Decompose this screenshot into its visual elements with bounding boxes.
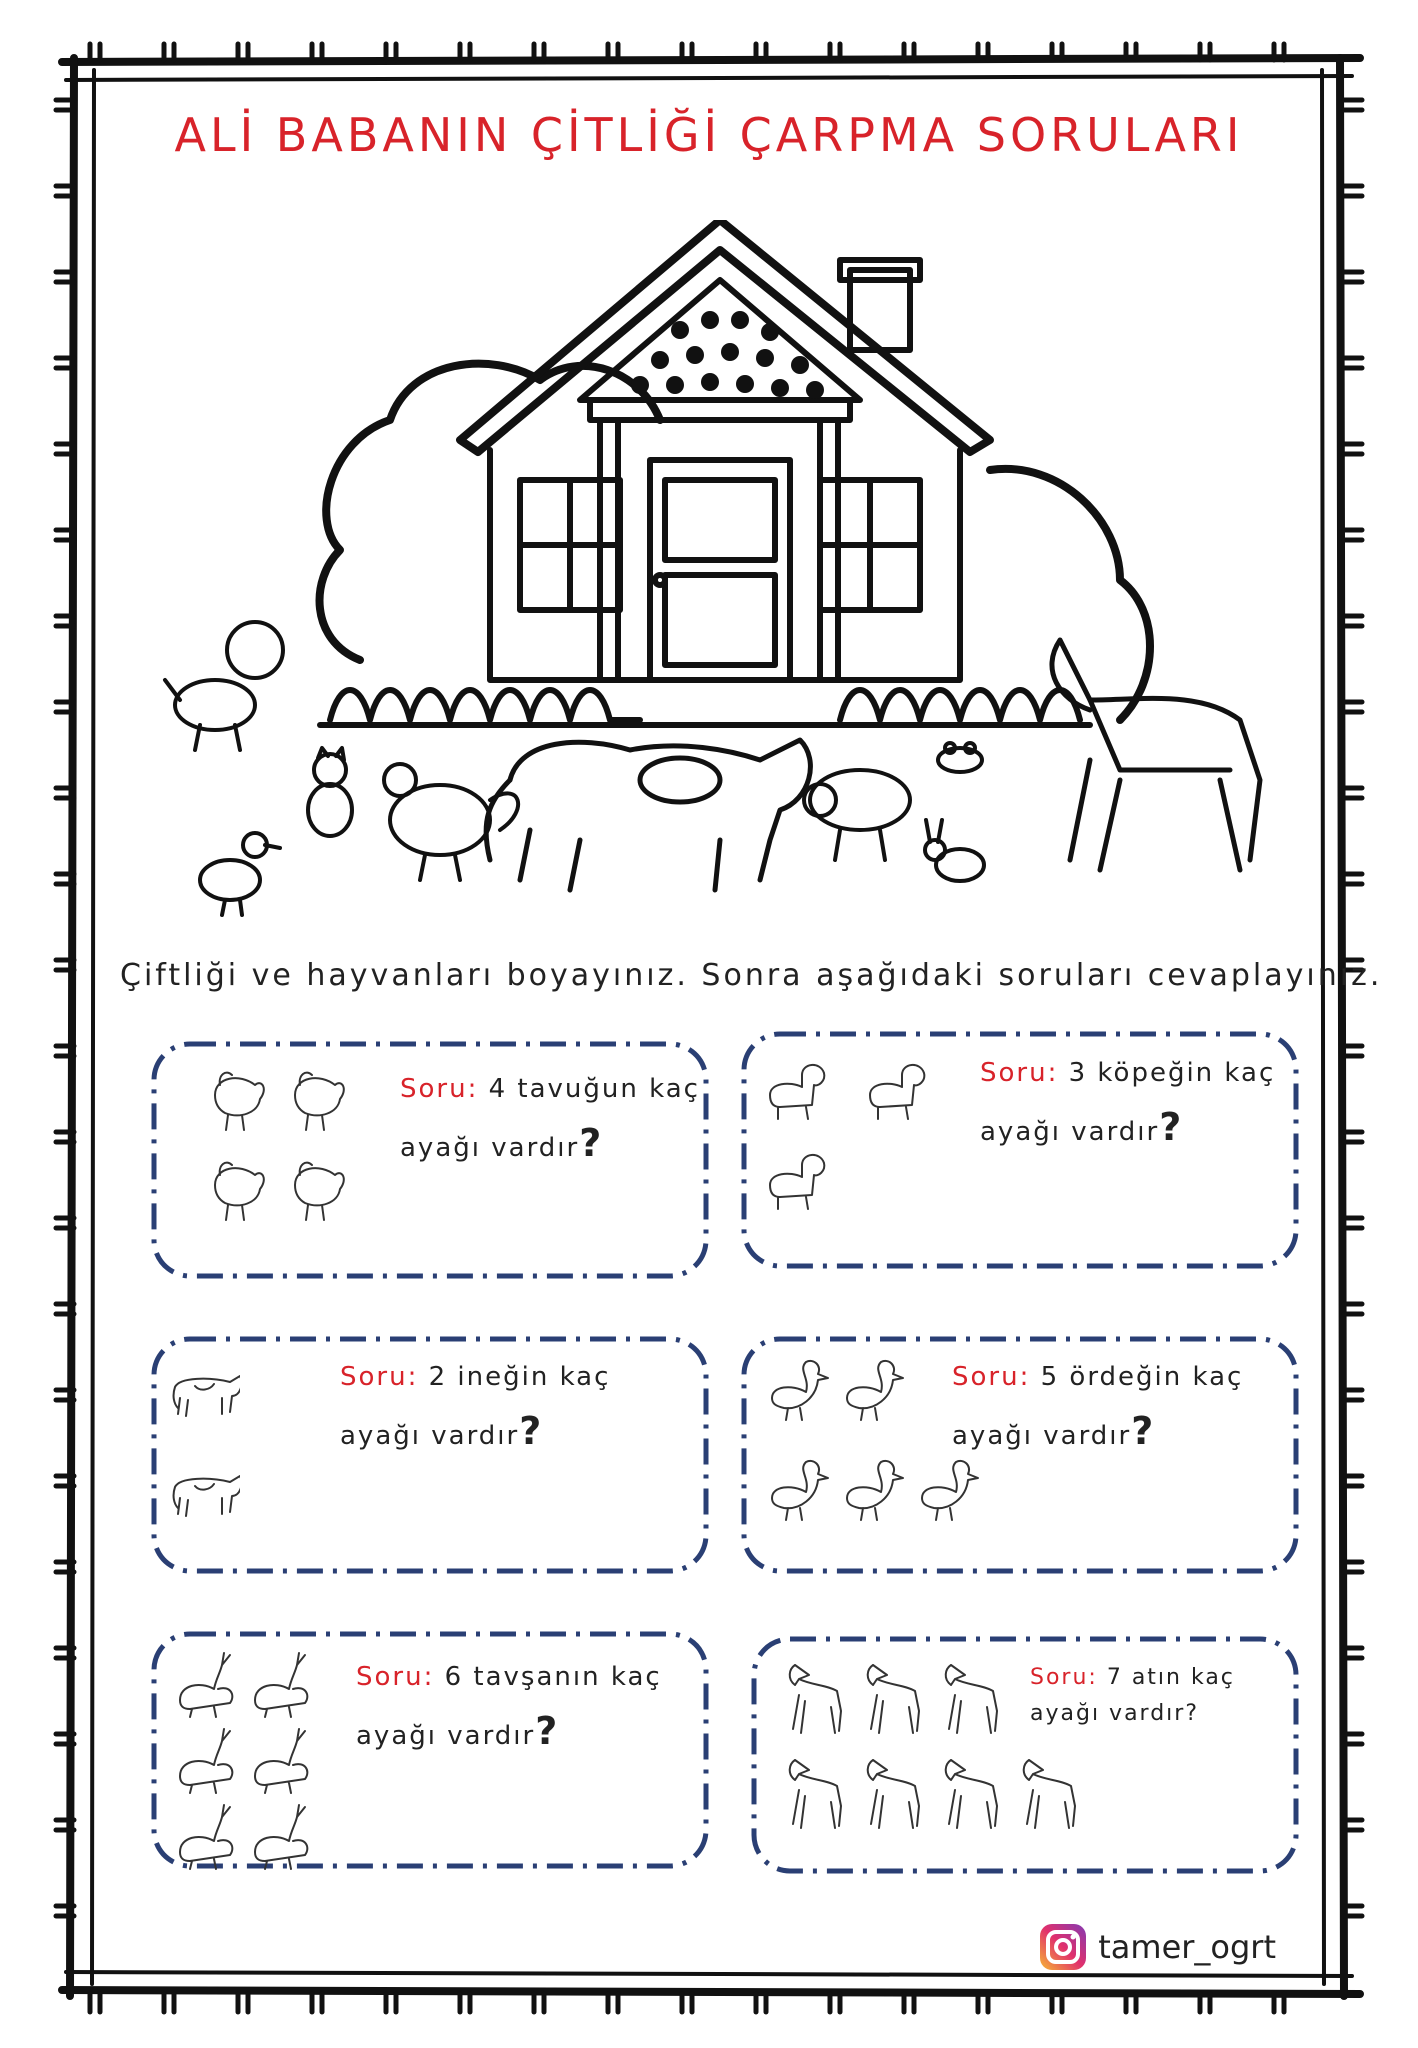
chicken-icon bbox=[200, 1055, 270, 1135]
question-mark: ? bbox=[1131, 1409, 1156, 1453]
cow-icon bbox=[486, 740, 810, 890]
page-title: ALİ BABANIN ÇİTLİĞİ ÇARPMA SORULARI bbox=[174, 108, 1244, 162]
rabbit-icon bbox=[170, 1721, 240, 1801]
question-mark: ? bbox=[519, 1409, 544, 1453]
rabbit-icon bbox=[245, 1645, 315, 1725]
question-line-1: 3 köpeğin kaç bbox=[1068, 1058, 1276, 1088]
question-label: Soru: bbox=[952, 1362, 1031, 1392]
horse-icon bbox=[1052, 640, 1260, 870]
question-label: Soru: bbox=[1030, 1665, 1098, 1690]
question-text bbox=[952, 1350, 1243, 1463]
horse-icon bbox=[775, 1750, 845, 1830]
dog-icon bbox=[760, 1045, 830, 1125]
instagram-icon bbox=[1038, 1922, 1088, 1972]
question-mark: ? bbox=[579, 1121, 604, 1165]
question-line-1: 4 tavuğun kaç bbox=[488, 1074, 700, 1104]
rabbit-icon bbox=[925, 820, 984, 881]
horse-icon bbox=[931, 1750, 1001, 1830]
question-text bbox=[356, 1650, 662, 1763]
question-label: Soru: bbox=[340, 1362, 419, 1392]
cow-icon bbox=[170, 1352, 240, 1432]
question-text bbox=[400, 1062, 700, 1175]
question-line-1: 5 ördeğin kaç bbox=[1040, 1362, 1244, 1392]
duck-icon bbox=[760, 1348, 830, 1428]
frog-icon bbox=[938, 743, 982, 772]
instagram-handle: tamer_ogrt bbox=[1098, 1928, 1276, 1966]
dog-icon bbox=[165, 622, 283, 750]
footer bbox=[1038, 1922, 1276, 1972]
cat-icon bbox=[308, 748, 352, 836]
duck-icon bbox=[835, 1348, 905, 1428]
question-line-1: 7 atın kaç bbox=[1106, 1665, 1235, 1690]
question-line-1: 6 tavşanın kaç bbox=[444, 1662, 662, 1692]
horse-icon bbox=[775, 1655, 845, 1735]
horse-icon bbox=[853, 1750, 923, 1830]
question-mark: ? bbox=[535, 1709, 560, 1753]
question-line-2: ayağı vardır bbox=[980, 1117, 1160, 1147]
duck-icon bbox=[835, 1448, 905, 1528]
rabbit-icon bbox=[245, 1797, 315, 1877]
question-line-1: 2 ineğin kaç bbox=[428, 1362, 611, 1392]
chicken-icon bbox=[280, 1055, 350, 1135]
instruction-text: Çiftliği ve hayvanları boyayınız. Sonra aşağıdaki soruları cevaplayınız. bbox=[120, 958, 1383, 993]
chicken-icon bbox=[280, 1145, 350, 1225]
horse-icon bbox=[931, 1655, 1001, 1735]
question-text bbox=[980, 1046, 1275, 1159]
question-label: Soru: bbox=[356, 1662, 435, 1692]
question-line-2: ayağı vardır bbox=[1030, 1701, 1186, 1726]
dog-icon bbox=[760, 1135, 830, 1215]
question-label: Soru: bbox=[400, 1074, 479, 1104]
question-text bbox=[340, 1350, 610, 1463]
sheep-icon bbox=[804, 770, 910, 860]
question-mark: ? bbox=[1159, 1105, 1184, 1149]
question-line-2: ayağı vardır bbox=[952, 1421, 1132, 1451]
duck-icon bbox=[760, 1448, 830, 1528]
rabbit-icon bbox=[170, 1645, 240, 1725]
question-line-2: ayağı vardır bbox=[356, 1721, 536, 1751]
cow-icon bbox=[170, 1452, 240, 1532]
dog-icon bbox=[860, 1045, 930, 1125]
rabbit-icon bbox=[170, 1797, 240, 1877]
rabbit-icon bbox=[245, 1721, 315, 1801]
question-line-2: ayağı vardır bbox=[400, 1133, 580, 1163]
chicken-icon bbox=[384, 764, 518, 880]
duck-icon bbox=[200, 833, 280, 915]
question-mark: ? bbox=[1185, 1701, 1200, 1726]
farm-illustration bbox=[160, 220, 1300, 920]
horse-icon bbox=[1009, 1750, 1079, 1830]
chicken-icon bbox=[200, 1145, 270, 1225]
question-label: Soru: bbox=[980, 1058, 1059, 1088]
question-text bbox=[1030, 1660, 1235, 1732]
horse-icon bbox=[853, 1655, 923, 1735]
question-line-2: ayağı vardır bbox=[340, 1421, 520, 1451]
